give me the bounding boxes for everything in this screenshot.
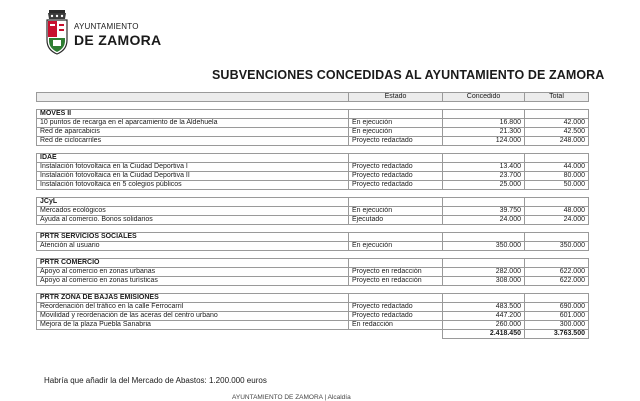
row-concept: Red de aparcabicis [37, 128, 349, 137]
row-total: 601.000 [525, 312, 589, 321]
section-empty-cell [443, 198, 525, 207]
section-name: PRTR SERVICIOS SOCIALES [37, 233, 349, 242]
row-concept: Apoyo al comercio en zonas urbanas [37, 268, 349, 277]
row-total: 50.000 [525, 181, 589, 190]
section-empty-cell [443, 154, 525, 163]
section-empty-cell [443, 233, 525, 242]
row-concedido: 483.500 [443, 303, 525, 312]
column-header-concept [37, 93, 349, 102]
section-empty-cell [525, 154, 589, 163]
row-estado: En redacción [349, 321, 443, 330]
table-row [37, 181, 589, 190]
table-row [37, 242, 589, 251]
section-header-row [37, 154, 589, 163]
row-concept: Mercados ecológicos [37, 207, 349, 216]
spacer-cell [443, 190, 525, 198]
municipal-logo [44, 8, 164, 60]
table-row [37, 137, 589, 146]
section-empty-cell [349, 294, 443, 303]
section-name: PRTR ZONA DE BAJAS EMISIONES [37, 294, 349, 303]
table-row [37, 268, 589, 277]
section-empty-cell [349, 233, 443, 242]
totals-blank [37, 330, 349, 339]
row-concedido: 282.000 [443, 268, 525, 277]
coat-of-arms-icon [44, 10, 70, 56]
table-row [37, 216, 589, 225]
section-empty-cell [349, 259, 443, 268]
spacer-cell [525, 225, 589, 233]
row-concedido: 13.400 [443, 163, 525, 172]
row-estado: Proyecto redactado [349, 137, 443, 146]
section-header-row [37, 259, 589, 268]
spacer-cell [349, 286, 443, 294]
spacer-cell [349, 251, 443, 259]
section-empty-cell [525, 294, 589, 303]
page-footer: AYUNTAMIENTO DE ZAMORA | Alcaldía [232, 394, 351, 401]
organization-name-line1: AYUNTAMIENTO [74, 22, 139, 31]
row-concedido: 350.000 [443, 242, 525, 251]
table-row [37, 128, 589, 137]
spacer-cell [443, 225, 525, 233]
row-concept: Red de ciclocarriles [37, 137, 349, 146]
spacer-cell [443, 102, 525, 110]
row-concept: Instalación fotovoltaica en la Ciudad Deportiva I [37, 163, 349, 172]
table-row [37, 303, 589, 312]
section-empty-cell [349, 198, 443, 207]
section-empty-cell [349, 110, 443, 119]
row-estado: Ejecutado [349, 216, 443, 225]
row-concedido: 447.200 [443, 312, 525, 321]
spacer-cell [525, 190, 589, 198]
row-estado: Proyecto en redacción [349, 277, 443, 286]
spacer-cell [525, 286, 589, 294]
row-estado: En ejecución [349, 119, 443, 128]
row-estado: En ejecución [349, 128, 443, 137]
table-row [37, 321, 589, 330]
section-empty-cell [525, 110, 589, 119]
table-row [37, 277, 589, 286]
section-header-row [37, 198, 589, 207]
row-total: 48.000 [525, 207, 589, 216]
section-header-row [37, 110, 589, 119]
row-concept: Reordenación del tráfico en la calle Ferrocarril [37, 303, 349, 312]
spacer-cell [37, 286, 349, 294]
spacer-cell [525, 102, 589, 110]
spacer-cell [525, 251, 589, 259]
section-name: MOVES II [37, 110, 349, 119]
section-empty-cell [443, 110, 525, 119]
column-header-concedido: Concedido [443, 93, 525, 102]
section-name: IDAE [37, 154, 349, 163]
table-header-row [37, 93, 589, 102]
section-empty-cell [525, 198, 589, 207]
spacer-row [37, 190, 589, 198]
spacer-cell [443, 286, 525, 294]
spacer-cell [37, 102, 349, 110]
table-row [37, 207, 589, 216]
spacer-cell [37, 190, 349, 198]
row-concept: Ayuda al comercio. Bonos solidarios [37, 216, 349, 225]
total-total: 3.763.500 [525, 330, 589, 339]
row-concept: Apoyo al comercio en zonas turísticas [37, 277, 349, 286]
row-estado: En ejecución [349, 207, 443, 216]
spacer-cell [525, 146, 589, 154]
row-concept: Mejora de la plaza Puebla Sanabria [37, 321, 349, 330]
spacer-cell [37, 146, 349, 154]
footnote: Habría que añadir la del Mercado de Abastos: 1.200.000 euros [44, 376, 267, 385]
section-empty-cell [525, 259, 589, 268]
section-name: PRTR COMERCIO [37, 259, 349, 268]
spacer-row [37, 251, 589, 259]
row-concept: Atención al usuario [37, 242, 349, 251]
row-estado: Proyecto redactado [349, 181, 443, 190]
table-row [37, 312, 589, 321]
row-concedido: 23.700 [443, 172, 525, 181]
row-total: 44.000 [525, 163, 589, 172]
row-total: 350.000 [525, 242, 589, 251]
totals-blank [349, 330, 443, 339]
row-total: 300.000 [525, 321, 589, 330]
table-row [37, 119, 589, 128]
row-total: 622.000 [525, 268, 589, 277]
row-total: 80.000 [525, 172, 589, 181]
section-empty-cell [349, 154, 443, 163]
column-header-total: Total [525, 93, 589, 102]
table-body [37, 102, 589, 339]
section-header-row [37, 233, 589, 242]
table-row [37, 163, 589, 172]
section-name: JCyL [37, 198, 349, 207]
row-total: 622.000 [525, 277, 589, 286]
row-concedido: 21.300 [443, 128, 525, 137]
section-empty-cell [443, 294, 525, 303]
row-total: 248.000 [525, 137, 589, 146]
row-concedido: 39.750 [443, 207, 525, 216]
organization-name [74, 22, 164, 48]
row-concept: Instalación fotovoltaica en 5 colegios públicos [37, 181, 349, 190]
section-empty-cell [443, 259, 525, 268]
subsidies-table [36, 92, 589, 339]
spacer-cell [443, 146, 525, 154]
spacer-cell [349, 225, 443, 233]
row-concedido: 24.000 [443, 216, 525, 225]
total-concedido: 2.418.450 [443, 330, 525, 339]
spacer-cell [349, 146, 443, 154]
row-estado: Proyecto redactado [349, 312, 443, 321]
spacer-cell [37, 251, 349, 259]
section-empty-cell [525, 233, 589, 242]
column-header-estado: Estado [349, 93, 443, 102]
row-concept: 10 puntos de recarga en el aparcamiento de la Aldehuela [37, 119, 349, 128]
spacer-cell [37, 225, 349, 233]
section-header-row [37, 294, 589, 303]
row-concept: Instalación fotovoltaica en la Ciudad Deportiva II [37, 172, 349, 181]
table-row [37, 172, 589, 181]
row-total: 42.000 [525, 119, 589, 128]
spacer-row [37, 286, 589, 294]
organization-name-line2: DE ZAMORA [74, 32, 162, 48]
row-estado: Proyecto redactado [349, 172, 443, 181]
spacer-row [37, 146, 589, 154]
spacer-row [37, 225, 589, 233]
row-concept: Movilidad y reordenación de las aceras del centro urbano [37, 312, 349, 321]
spacer-cell [349, 102, 443, 110]
spacer-cell [349, 190, 443, 198]
row-concedido: 260.000 [443, 321, 525, 330]
row-estado: En ejecución [349, 242, 443, 251]
row-concedido: 16.800 [443, 119, 525, 128]
row-total: 42.500 [525, 128, 589, 137]
row-estado: Proyecto redactado [349, 303, 443, 312]
row-total: 24.000 [525, 216, 589, 225]
row-estado: Proyecto redactado [349, 163, 443, 172]
row-concedido: 25.000 [443, 181, 525, 190]
row-concedido: 124.000 [443, 137, 525, 146]
totals-row [37, 330, 589, 339]
row-concedido: 308.000 [443, 277, 525, 286]
row-estado: Proyecto en redacción [349, 268, 443, 277]
row-total: 690.000 [525, 303, 589, 312]
document-title: SUBVENCIONES CONCEDIDAS AL AYUNTAMIENTO DE ZAMORA [212, 68, 605, 82]
spacer-row [37, 102, 589, 110]
spacer-cell [443, 251, 525, 259]
